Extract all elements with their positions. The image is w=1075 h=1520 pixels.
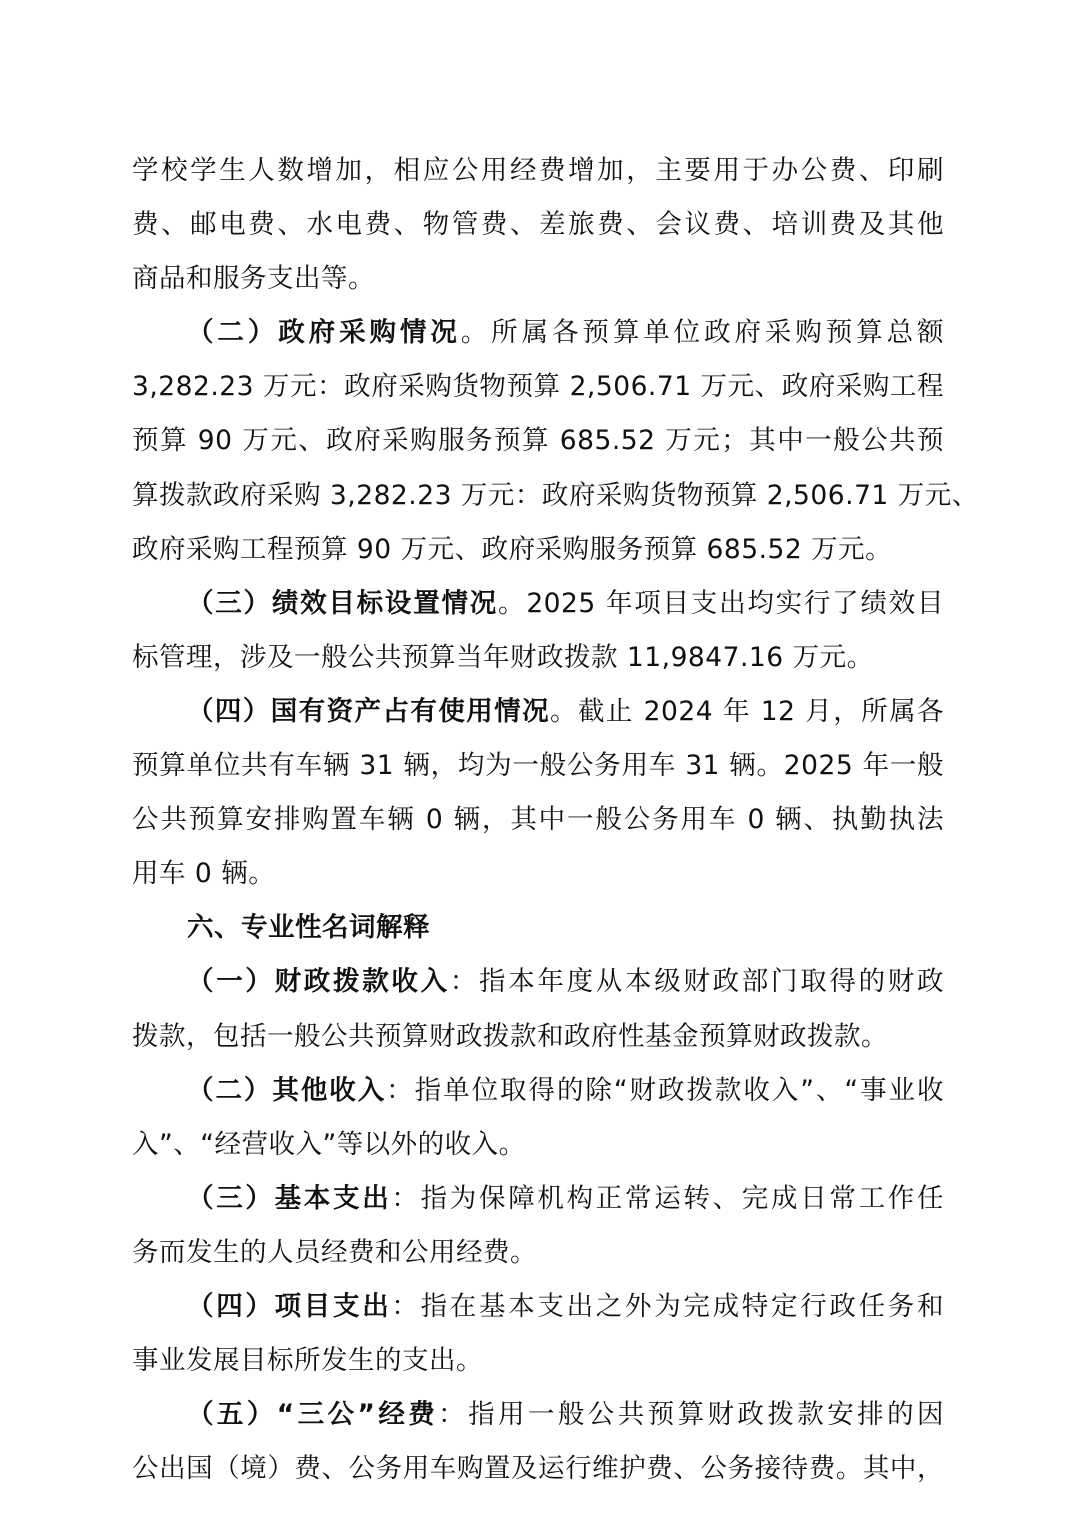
text-line [132,1388,944,1442]
text-line [132,1226,944,1280]
text-line [132,955,944,1009]
paragraph-lead: （五）“三公”经费 [187,1399,439,1431]
paragraph-lead: （二）其他收入 [187,1074,387,1106]
paragraph [132,1172,944,1280]
paragraph-lead: （三）基本支出 [187,1182,392,1214]
text-line [132,793,944,847]
text-line [132,1442,944,1496]
line-text: ：指用一般公共预算财政拨款安排的因 [438,1399,944,1431]
line-text: 3,282.23 万元：政府采购货物预算 2,506.71 万元、政府采购工程 [132,371,944,403]
text-line [132,1334,944,1388]
text-line [132,523,944,577]
paragraph [132,1064,944,1172]
paragraph-lead: （一）财政拨款收入 [187,966,450,998]
text-line [132,360,944,414]
text-line [132,306,944,360]
text-line [132,901,944,955]
paragraph-lead: （四）国有资产占有使用情况 [187,695,551,727]
line-text: 算拨款政府采购 3,282.23 万元：政府采购货物预算 2,506.71 万元、 [132,479,979,511]
line-text: 商品和服务支出等。 [132,263,375,295]
text-line [132,577,944,631]
text-line [132,1172,944,1226]
line-text: 。所属各预算单位政府采购预算总额 [460,317,944,349]
text-line [132,1118,944,1172]
text-line [132,685,944,739]
paragraph [132,955,944,1063]
line-text: 标管理，涉及一般公共预算当年财政拨款 11,9847.16 万元。 [132,641,874,673]
line-text: 公出国（境）费、公务用车购置及运行维护费、公务接待费。其中， [132,1453,944,1485]
paragraph [132,144,944,306]
text-line [132,631,944,685]
line-text: ：指为保障机构正常运转、完成日常工作任 [391,1182,945,1214]
line-text: ：指本年度从本级财政部门取得的财政 [449,966,945,998]
line-text: 。2025 年项目支出均实行了绩效目 [498,587,944,619]
text-line [132,198,944,252]
text-line [132,252,944,306]
paragraph-lead: （二）政府采购情况 [187,317,461,349]
line-text: 事业发展目标所发生的支出。 [132,1345,483,1377]
line-text: 拨款，包括一般公共预算财政拨款和政府性基金预算财政拨款。 [132,1020,888,1052]
line-text: 政府采购工程预算 90 万元、政府采购服务预算 685.52 万元。 [132,533,893,565]
text-line [132,847,944,901]
line-text: 用车 0 辆。 [132,858,276,890]
line-text: 学校学生人数增加，相应公用经费增加，主要用于办公费、印刷 [132,155,944,186]
text-line [132,469,979,523]
line-text: 预算单位共有车辆 31 辆，均为一般公务用车 31 辆。2025 年一般 [132,750,944,782]
text-line [132,739,944,793]
line-text: 公共预算安排购置车辆 0 辆，其中一般公务用车 0 辆、执勤执法 [132,804,944,836]
paragraph [132,1280,944,1388]
paragraph [132,1388,944,1496]
paragraph [132,306,979,576]
line-text: ：指在基本支出之外为完成特定行政任务和 [391,1290,945,1322]
paragraph-lead: （四）项目支出 [187,1290,392,1322]
paragraph [132,577,944,685]
text-line [132,1010,944,1064]
line-text: 入”、“经营收入”等以外的收入。 [132,1128,526,1160]
line-text: 费、邮电费、水电费、物管费、差旅费、会议费、培训费及其他 [132,209,944,241]
text-line [132,144,944,198]
document-page [132,144,979,1496]
text-line [132,414,944,468]
line-text: 务而发生的人员经费和公用经费。 [132,1236,537,1268]
paragraph-lead: （三）绩效目标设置情况 [187,587,499,619]
text-line [132,1280,944,1334]
heading-text: 六、专业性名词解释 [187,912,430,944]
line-text: 预算 90 万元、政府采购服务预算 685.52 万元；其中一般公共预 [132,425,944,457]
line-text: ：指单位取得的除“财政拨款收入”、“事业收 [386,1074,945,1106]
text-line [132,1064,944,1118]
section-heading [132,901,944,955]
paragraph [132,685,944,901]
line-text: 。截止 2024 年 12 月，所属各 [550,695,945,727]
